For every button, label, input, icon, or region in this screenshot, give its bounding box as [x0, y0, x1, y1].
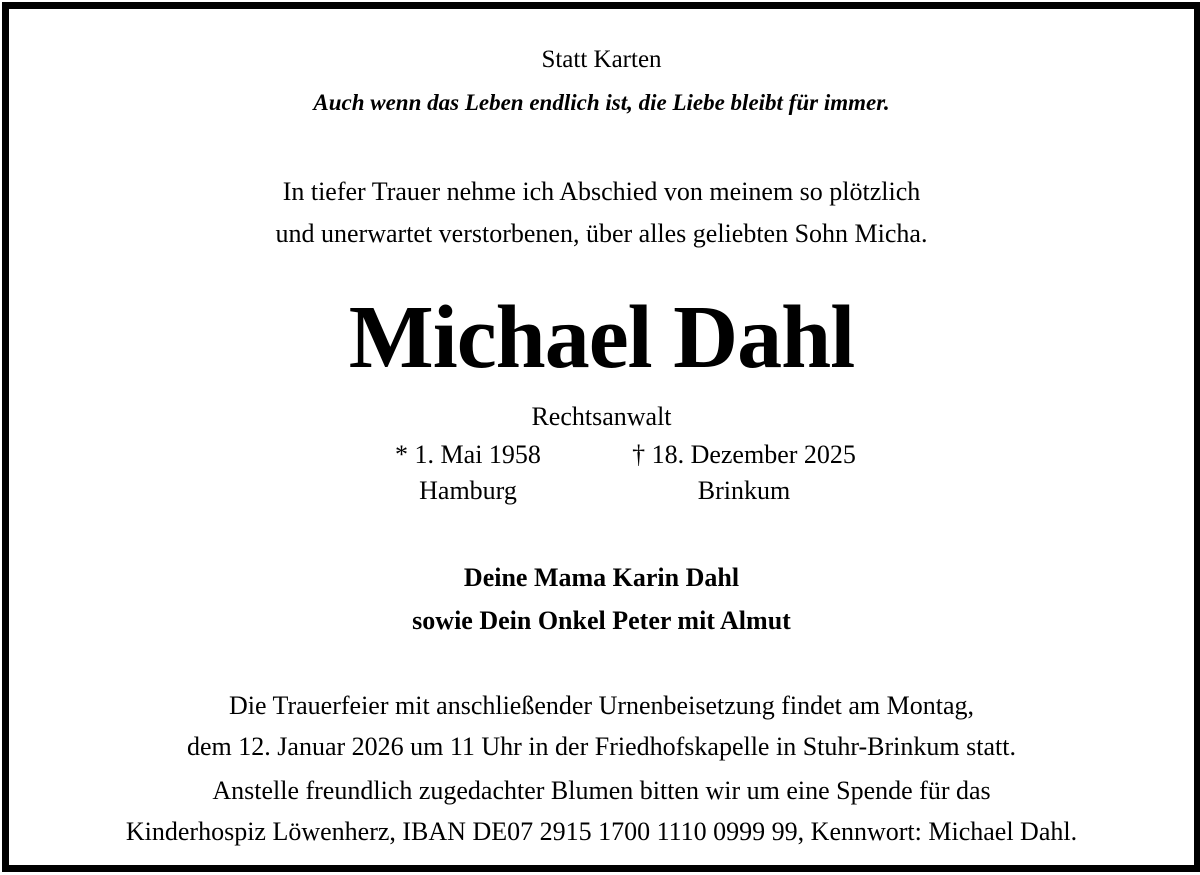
donation-info-line-1: Anstelle freundlich zugedachter Blumen bitten wir um eine Spende für das — [212, 776, 991, 805]
birth-date: * 1. Mai 1958 — [395, 440, 541, 469]
intro-text-line-2: und unerwartet verstorbenen, über alles geliebten Sohn Micha. — [275, 219, 928, 248]
deceased-name: Michael Dahl — [348, 288, 855, 387]
death-place: Brinkum — [697, 476, 791, 505]
intro-text-line-1: In tiefer Trauer nehme ich Abschied von meinem so plötzlich — [282, 177, 921, 206]
donation-info-line-2: Kinderhospiz Löwenherz, IBAN DE07 2915 1700 1110 0999 99, Kennwort: Michael Dahl. — [125, 817, 1078, 846]
death-info — [604, 437, 884, 509]
obituary-notice — [2, 2, 1200, 872]
service-info-line-2: dem 12. Januar 2026 um 11 Uhr in der Friedhofskapelle in Stuhr-Brinkum statt. — [187, 732, 1016, 761]
deceased-profession: Rechtsanwalt — [531, 402, 672, 431]
death-date: † 18. Dezember 2025 — [632, 440, 856, 469]
signatory-mother: Deine Mama Karin Dahl — [463, 563, 740, 592]
notice-heading: Statt Karten — [541, 46, 662, 73]
memorial-motto: Auch wenn das Leben endlich ist, die Liebe bleibt für immer. — [313, 90, 890, 115]
birth-info — [358, 437, 578, 509]
service-info-line-1: Die Trauerfeier mit anschließender Urnenbeisetzung findet am Montag, — [228, 691, 975, 720]
signatory-uncle: sowie Dein Onkel Peter mit Almut — [412, 606, 791, 635]
birth-place: Hamburg — [419, 476, 517, 505]
